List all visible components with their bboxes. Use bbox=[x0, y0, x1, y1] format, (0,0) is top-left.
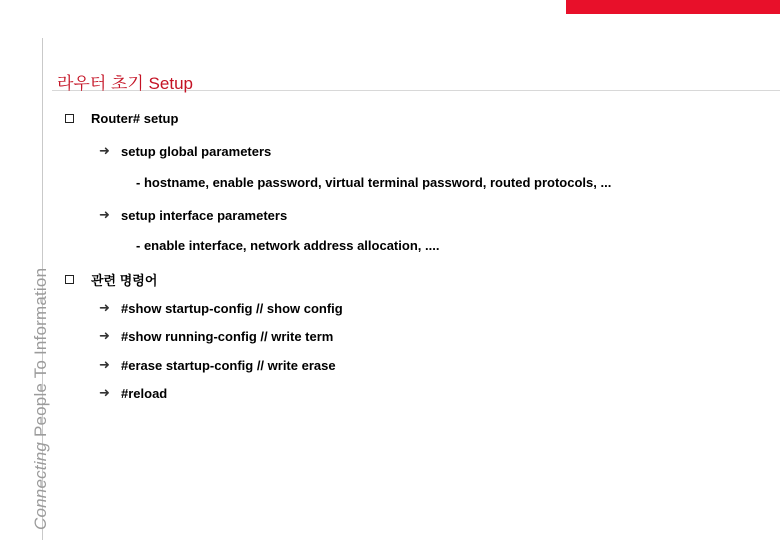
brand-italic: Connecting bbox=[31, 441, 50, 530]
arrow-bullet-icon: ➜ bbox=[99, 300, 110, 315]
list-item bbox=[65, 111, 178, 126]
page-title: 라우터 초기 Setup bbox=[57, 74, 193, 93]
list-item bbox=[99, 385, 167, 401]
list-item bbox=[99, 300, 343, 316]
list-item: - hostname, enable password, virtual terminal password, routed protocols, ... bbox=[136, 175, 612, 190]
arrow-bullet-icon: ➜ bbox=[99, 357, 110, 372]
brand-regular: People To Information bbox=[31, 267, 50, 438]
list-item bbox=[99, 207, 287, 223]
item-text: #show running-config // write term bbox=[121, 328, 334, 344]
list-item bbox=[99, 328, 333, 344]
list-item bbox=[99, 143, 271, 159]
square-bullet-icon bbox=[65, 275, 74, 284]
item-text: #show startup-config // show config bbox=[121, 300, 343, 316]
square-bullet-icon bbox=[65, 114, 74, 123]
arrow-bullet-icon: ➜ bbox=[99, 143, 110, 158]
list-item bbox=[65, 270, 157, 289]
item-text: setup interface parameters bbox=[121, 207, 288, 223]
vertical-brand-text bbox=[31, 268, 51, 530]
item-text: 관련 명령어 bbox=[91, 273, 158, 288]
item-text: Router# setup bbox=[91, 111, 179, 126]
arrow-bullet-icon: ➜ bbox=[99, 328, 110, 343]
item-text: #erase startup-config // write erase bbox=[121, 357, 336, 373]
list-item: - enable interface, network address allocation, .... bbox=[136, 238, 440, 253]
arrow-bullet-icon: ➜ bbox=[99, 385, 110, 400]
item-text: setup global parameters bbox=[121, 143, 272, 159]
item-text: #reload bbox=[121, 385, 168, 401]
arrow-bullet-icon: ➜ bbox=[99, 207, 110, 222]
list-item bbox=[99, 357, 336, 373]
top-accent-bar bbox=[566, 0, 780, 14]
